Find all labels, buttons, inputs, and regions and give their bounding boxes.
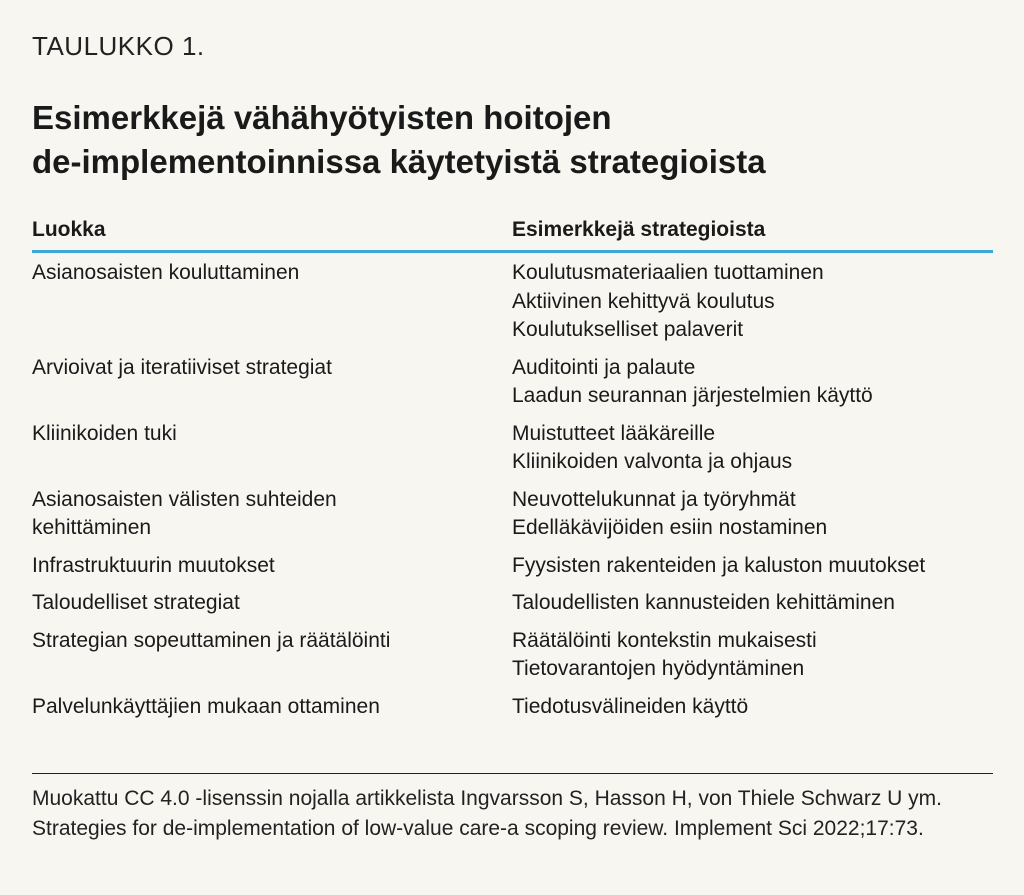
row-examples: Koulutusmateriaalien tuottaminen Aktiivinen kehittyvä koulutus Koulutukselliset palaverit bbox=[512, 261, 824, 341]
row-examples: Fyysisten rakenteiden ja kaluston muutokset bbox=[512, 553, 926, 577]
row-examples: Neuvottelukunnat ja työryhmät Edelläkävijöiden esiin nostaminen bbox=[512, 487, 828, 539]
table-title bbox=[32, 96, 992, 184]
row-category: Arvioivat ja iteratiiviset strategiat bbox=[32, 355, 332, 379]
footnote-divider bbox=[32, 773, 993, 774]
table-row bbox=[32, 486, 993, 543]
table-row bbox=[32, 420, 993, 477]
row-examples: Auditointi ja palaute Laadun seurannan järjestelmien käyttö bbox=[512, 355, 873, 407]
row-category: Strategian sopeuttaminen ja räätälöinti bbox=[32, 628, 391, 652]
row-category: Taloudelliset strategiat bbox=[32, 591, 240, 614]
table-row bbox=[32, 552, 993, 581]
header-examples: Esimerkkejä strategioista bbox=[512, 218, 766, 241]
row-examples: Tiedotusvälineiden käyttö bbox=[512, 694, 749, 718]
table-body bbox=[32, 253, 993, 721]
row-examples: Taloudellisten kannusteiden kehittäminen bbox=[512, 591, 895, 614]
row-category: Kliinikoiden tuki bbox=[32, 421, 177, 445]
title-line: de-implementoinnissa käytetyistä strategioista bbox=[32, 143, 766, 180]
strategy-table bbox=[32, 212, 993, 721]
table-row bbox=[32, 259, 993, 345]
table-row bbox=[32, 627, 993, 684]
row-category: Asianosaisten kouluttaminen bbox=[32, 261, 300, 284]
row-category: Asianosaisten välisten suhteiden kehittäminen bbox=[32, 487, 337, 539]
table-header bbox=[32, 212, 993, 253]
row-category: Infrastruktuurin muutokset bbox=[32, 553, 275, 577]
title-line: Esimerkkejä vähähyötyisten hoitojen bbox=[32, 99, 612, 136]
header-category: Luokka bbox=[32, 218, 106, 241]
source-footnote: Muokattu CC 4.0 -lisenssin nojalla artikkelista Ingvarsson S, Hasson H, von Thiele Schwarz U ym. Strategies for de-implementation of low-value care-a scoping review. Implement Sci 2022;17:73. bbox=[32, 787, 942, 840]
table-row bbox=[32, 589, 993, 618]
row-examples: Muistutteet lääkäreille Kliinikoiden valvonta ja ohjaus bbox=[512, 421, 793, 473]
table-row bbox=[32, 693, 993, 722]
table-row bbox=[32, 354, 993, 411]
table-label: TAULUKKO 1. bbox=[32, 31, 205, 61]
row-examples: Räätälöinti kontekstin mukaisesti Tietovarantojen hyödyntäminen bbox=[512, 628, 817, 680]
row-category: Palvelunkäyttäjien mukaan ottaminen bbox=[32, 694, 380, 718]
